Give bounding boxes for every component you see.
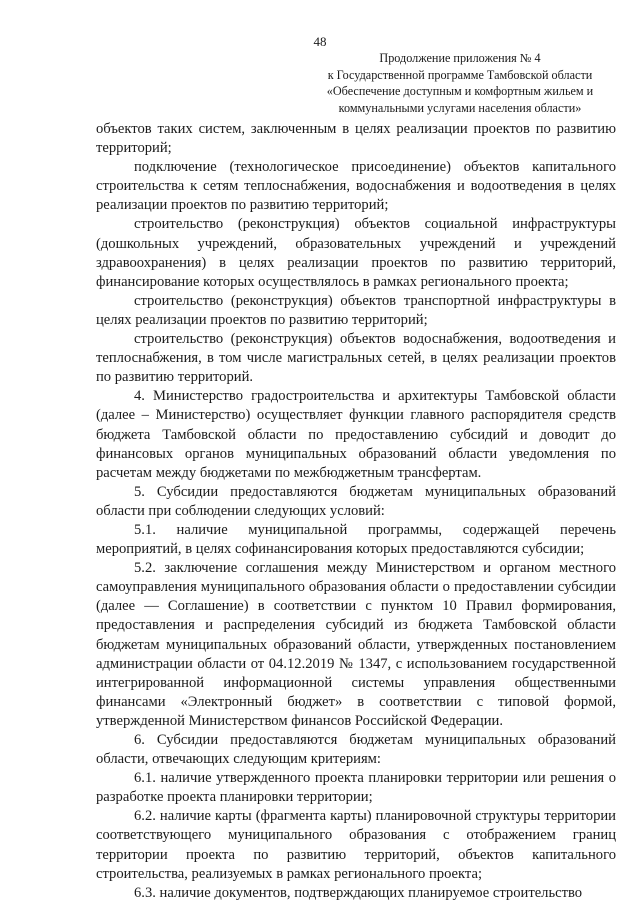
paragraph: 5.2. заключение соглашения между Министерством и органом местного самоуправления муниципального образования области о предоставлении субсидии (далее — Соглашение) в соответствии с пунктом 10 Правил формирования, предоставления и распределения субсидий из бюджета Тамбовской области бюджетам муниципальных образований области, утвержденных постановлением администрации области от 04.12.2019 № 1347, с использованием государственной интегрированной информационной системы управления общественными финансами «Электронный бюджет» в соответствии с типовой формой, утвержденной Министерством финансов Российской Федерации. (96, 560, 616, 729)
paragraph: 6. Субсидии предоставляются бюджетам муниципальных образований области, отвечающих следующим критериям: (96, 732, 616, 768)
page-number: 48 (313, 34, 327, 49)
paragraph: объектов таких систем, заключенным в целях реализации проектов по развитию территорий; (96, 121, 616, 157)
paragraph: 6.3. наличие документов, подтверждающих планируемое строительство (134, 884, 583, 901)
paragraph: 5.1. наличие муниципальной программы, содержащей перечень мероприятий, в целях софинансирования которых предоставляются субсидии; (96, 521, 616, 558)
header-line: коммунальными услугами населения области» (338, 100, 582, 115)
paragraph: 6.2. наличие карты (фрагмента карты) планировочной структуры территории соответствующего муниципального образования с отображением границ территории проекта по развитию территорий, объектов капитального строительства, реализуемых в рамках регионального проекта; (96, 808, 616, 882)
paragraph: строительство (реконструкция) объектов транспортной инфраструктуры в целях реализации проектов по развитию территорий; (96, 292, 616, 328)
header-line: «Обеспечение доступным и комфортным жильем и (326, 84, 594, 98)
paragraph: 4. Министерство градостроительства и архитектуры Тамбовской области (далее – Министерство) осуществляет функции главного распорядителя средств бюджета Тамбовской области по предоставлению субсидий и доводит до финансовых органов муниципальных образований области уведомления по расчетам между бюджетами по межбюджетным трансфертам. (96, 388, 616, 481)
paragraph: 5. Субсидии предоставляются бюджетам муниципальных образований области при соблюдении следующих условий: (96, 483, 616, 519)
header-line: Продолжение приложения № 4 (379, 51, 541, 65)
paragraph: подключение (технологическое присоединение) объектов капитального строительства к сетям теплоснабжения, водоснабжения и водоотведения в целях реализации проектов по развитию территорий; (96, 159, 616, 214)
paragraph: строительство (реконструкция) объектов водоснабжения, водоотведения и теплоснабжения, в том числе магистральных сетей, в целях реализации проектов по развитию территорий. (96, 331, 616, 386)
document-body (96, 120, 616, 903)
paragraph: 6.1. наличие утвержденного проекта планировки территории или решения о разработке проекта планировки территории; (96, 770, 616, 806)
header-line: к Государственной программе Тамбовской области (327, 67, 593, 82)
appendix-header (300, 50, 620, 116)
paragraph: строительство (реконструкция) объектов социальной инфраструктуры (дошкольных учреждений, образовательных учреждений и учреждений здравоохранения) в целях реализации проектов по развитию территорий, финансирование которых осуществлялось в рамках регионального проекта; (96, 216, 616, 290)
